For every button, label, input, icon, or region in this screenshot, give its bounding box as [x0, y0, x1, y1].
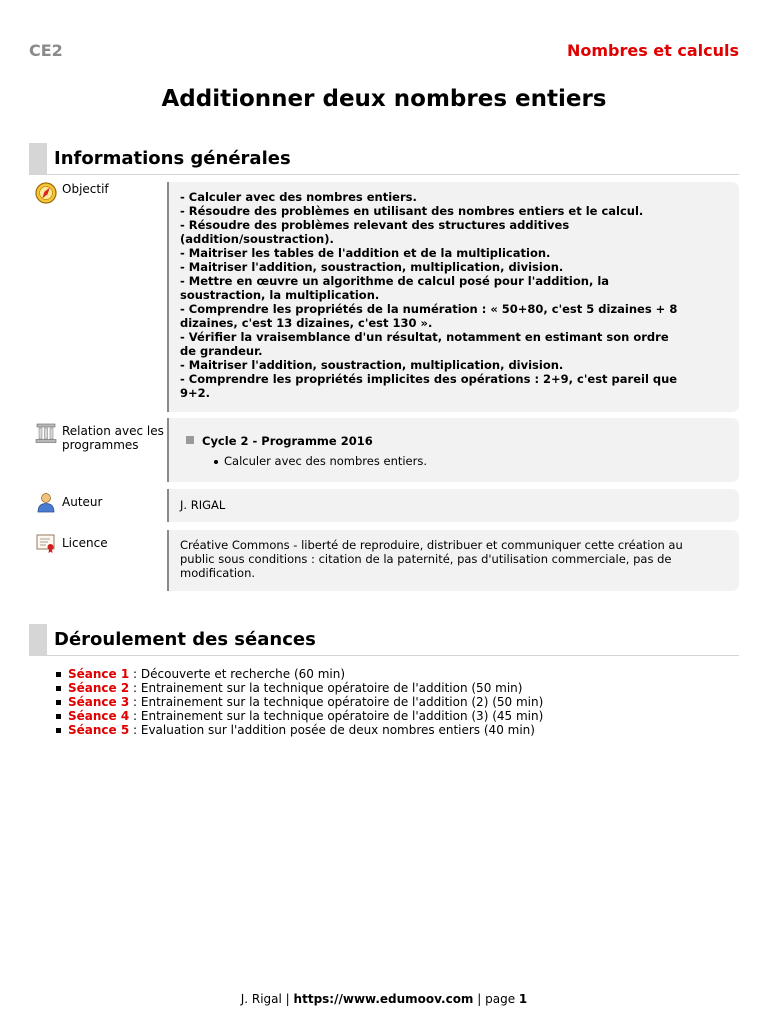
licence-text — [180, 538, 729, 580]
objectif-line: 9+2. — [180, 386, 211, 400]
objectif-row — [29, 182, 739, 412]
page-title: Additionner deux nombres entiers — [161, 86, 607, 112]
relation-box — [167, 418, 739, 482]
relation-label: Relation avec les programmes — [62, 424, 164, 452]
auteur-box — [167, 489, 739, 522]
objectif-line: (addition/soustraction). — [180, 232, 334, 246]
seance-desc-3: : Entrainement sur la technique opératoire de l'addition (2) (50 min) — [129, 695, 544, 709]
section-header-seances — [29, 624, 739, 656]
objectif-line: - Vérifier la vraisemblance d'un résultat, notamment en estimant son ordre — [180, 330, 669, 344]
relation-row — [29, 418, 739, 482]
licence-box — [167, 530, 739, 591]
objectif-line: - Calculer avec des nombres entiers. — [180, 190, 417, 204]
person-icon — [35, 491, 57, 513]
seance-link-3[interactable]: Séance 3 — [68, 695, 130, 709]
licence-row — [29, 530, 739, 591]
footer-page-number: 1 — [518, 992, 528, 1006]
list-item — [54, 681, 543, 695]
list-item — [54, 723, 543, 737]
seance-link-1[interactable]: Séance 1 — [68, 667, 130, 681]
seance-desc-2: : Entrainement sur la technique opératoire de l'addition (50 min) — [129, 681, 523, 695]
objectif-line: - Résoudre des problèmes en utilisant des nombres entiers et le calcul. — [180, 204, 644, 218]
objectif-line: soustraction, la multiplication. — [180, 288, 380, 302]
objectif-line: - Comprendre les propriétés de la numération : « 50+80, c'est 5 dizaines + 8 — [180, 302, 678, 316]
objectif-line: dizaines, c'est 13 dizaines, c'est 130 ». — [180, 316, 433, 330]
list-item — [54, 709, 543, 723]
objectif-line: - Maitriser l'addition, soustraction, multiplication, division. — [180, 358, 564, 372]
footer-author: J. Rigal | — [240, 992, 294, 1006]
objectif-line: de grandeur. — [180, 344, 263, 358]
program-item: Calculer avec des nombres entiers. — [180, 454, 729, 468]
seance-link-4[interactable]: Séance 4 — [68, 709, 130, 723]
objectif-text — [180, 190, 729, 400]
column-icon — [35, 422, 57, 444]
section-bar — [29, 624, 47, 655]
objectif-line: - Maitriser les tables de l'addition et de la multiplication. — [180, 246, 551, 260]
objectif-line: - Mettre en œuvre un algorithme de calcul posé pour l'addition, la — [180, 274, 610, 288]
objectif-label: Objectif — [62, 182, 109, 196]
compass-icon — [35, 182, 57, 204]
section-title-info: Informations générales — [54, 148, 291, 169]
seance-desc-5: : Evaluation sur l'addition posée de deux nombres entiers (40 min) — [129, 723, 535, 737]
cycle-heading: Cycle 2 - Programme 2016 — [180, 434, 729, 448]
seance-desc-1: : Découverte et recherche (60 min) — [129, 667, 346, 681]
licence-line: modification. — [180, 566, 256, 580]
footer-url[interactable]: https://www.edumoov.com — [293, 992, 474, 1006]
licence-label: Licence — [62, 536, 108, 550]
objectif-box — [167, 182, 739, 412]
objectif-line: - Résoudre des problèmes relevant des structures additives — [180, 218, 570, 232]
list-item — [54, 695, 543, 709]
auteur-label: Auteur — [62, 495, 103, 509]
seance-link-5[interactable]: Séance 5 — [68, 723, 130, 737]
level-label: CE2 — [29, 41, 63, 60]
licence-line: public sous conditions : citation de la paternité, pas d'utilisation commerciale, pas de — [180, 552, 672, 566]
licence-line: Créative Commons - liberté de reproduire, distribuer et communiquer cette création au — [180, 538, 683, 552]
page-footer — [0, 992, 768, 1006]
section-header-info — [29, 143, 739, 175]
domain-label: Nombres et calculs — [566, 41, 739, 60]
footer-page-text: | page — [473, 992, 519, 1006]
objectif-line: - Comprendre les propriétés implicites des opérations : 2+9, c'est pareil que — [180, 372, 678, 386]
objectif-line: - Maitriser l'addition, soustraction, multiplication, division. — [180, 260, 564, 274]
section-title-seances: Déroulement des séances — [54, 629, 316, 650]
section-bar — [29, 143, 47, 174]
seance-link-2[interactable]: Séance 2 — [68, 681, 130, 695]
auteur-row — [29, 489, 739, 522]
seance-list — [54, 667, 543, 737]
certificate-icon — [35, 532, 57, 554]
seance-desc-4: : Entrainement sur la technique opératoire de l'addition (3) (45 min) — [129, 709, 544, 723]
list-item — [54, 667, 543, 681]
auteur-value: J. RIGAL — [180, 498, 226, 512]
